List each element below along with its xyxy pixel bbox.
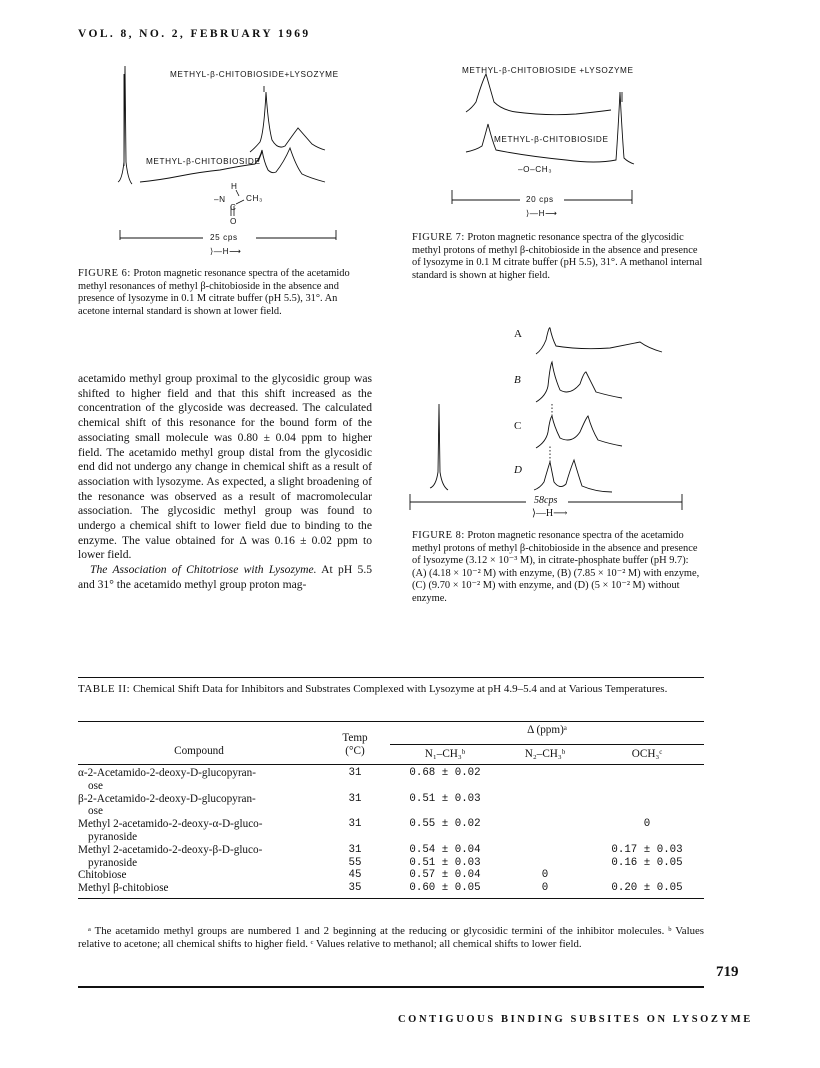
- row-4-n1-1: 0.54 ± 0.04: [409, 843, 481, 856]
- row-2-n1: 0.51 ± 0.03: [409, 792, 481, 805]
- table-row: [78, 765, 704, 780]
- row-6-n1: 0.60 ± 0.05: [409, 882, 481, 895]
- row-1-n2: [500, 765, 590, 780]
- table-head-rule-top: [78, 721, 704, 722]
- figure-7-label-bottom: METHYL-β-CHITOBIOSIDE: [494, 135, 609, 144]
- table-2-title-text: Chemical Shift Data for Inhibitors and Substrates Complexed with Lysozyme at pH 4.9–5.4 and at Various Temperatures.: [130, 683, 668, 695]
- row-3-compound: Methyl 2-acetamido-2-deoxy-α-D-gluco-: [78, 818, 263, 831]
- row-6-n2: 0: [541, 882, 549, 895]
- row-2-och3: [590, 793, 704, 806]
- figure-7-och3-label: –O–CH₃: [518, 165, 553, 174]
- row-6-compound: Methyl β-chitobiose: [78, 882, 169, 895]
- row-4-n2-2: [500, 857, 590, 870]
- figure-8-caption-text: Proton magnetic resonance spectra of the acetamido methyl protons of methyl β-chitobioside in the absence and presence of lysozyme (3.12 × 10⁻³ M), in citrate-phosphate buffer (pH 9.7): (A) (4.18 × 10⁻² M) with enzyme, (B) (7.85 × 10⁻² M) with enzyme, (C) (9.70 × 10⁻² M) with enzyme, and (D) (5 × 10⁻² M) without enzyme.: [412, 530, 700, 604]
- row-3-compound-cont: pyranoside: [88, 831, 138, 844]
- figure-7-spectra: [446, 62, 696, 230]
- row-2-compound-cont: ose: [88, 805, 103, 818]
- row-4-compound-cont: pyranoside: [88, 856, 138, 869]
- table-header-n1: N₁–CH₃ᵇ: [424, 748, 466, 761]
- figure-6-struct-c: C: [230, 203, 237, 212]
- figure-7-caption: [412, 232, 704, 282]
- row-1-n1: 0.68 ± 0.02: [409, 767, 481, 780]
- running-foot: CONTIGUOUS BINDING SUBSITES ON LYSOZYME: [398, 1014, 753, 1025]
- figure-7-scale-label: 20 cps: [526, 195, 554, 204]
- figure-8-trace-label-b: B: [514, 374, 521, 386]
- table-header-temp-2: (°C): [345, 744, 365, 757]
- row-4-n2-1: [500, 844, 590, 857]
- body-paragraph-2: [78, 563, 372, 592]
- figure-7-caption-text: Proton magnetic resonance spectra of the glycosidic methyl protons of methyl β-chitobioside in the absence and presence of lysozyme in 0.1 M citrate buffer (pH 5.5), 31°. A methanol internal standard is shown at higher field.: [412, 232, 703, 281]
- row-1-temp: 31: [348, 767, 362, 780]
- figure-6-struct-ch3: CH₃: [246, 194, 263, 203]
- figure-6-label-top: METHYL-β-CHITOBIOSIDE+LYSOZYME: [170, 70, 339, 79]
- figure-6-label-bottom: METHYL-β-CHITOBIOSIDE: [146, 157, 261, 166]
- row-2-compound: β-2-Acetamido-2-deoxy-D-glucopyran-: [78, 792, 256, 805]
- figure-6-caption-text: Proton magnetic resonance spectra of the acetamido methyl resonances of methyl β-chitobioside in the absence and presence of lysozyme in 0.1 M citrate buffer (pH 5.5), 31°. An acetone internal standard is shown at lower field.: [78, 268, 350, 317]
- row-5-n2: 0: [541, 869, 549, 882]
- table-header-delta: Δ (ppm)ᵃ: [390, 724, 704, 745]
- row-5-n1: 0.57 ± 0.04: [409, 869, 481, 882]
- table-2: [78, 724, 704, 899]
- running-head: VOL. 8, NO. 2, FEBRUARY 1969: [78, 28, 311, 40]
- table-row: [78, 882, 704, 895]
- row-5-compound: Chitobiose: [78, 869, 127, 882]
- row-4-och3-1: 0.17 ± 0.03: [611, 843, 683, 856]
- row-1-och3: [590, 765, 704, 780]
- row-5-och3: [590, 869, 704, 882]
- row-3-temp: 31: [348, 818, 362, 831]
- body-paragraph-1: acetamido methyl group proximal to the glycosidic group was shifted to higher field and that this shift increased as the concentration of the glycoside was decreased. The calculated chemical shift of this resonance for the bound form of the associating small molecule was 0.80 ± 0.04 ppm to higher field. The acetamido methyl group distal from the glycosidic end did not undergo any change in chemical shift as a result of association with lysozyme. As expected, a slight broadening of the resonance was observed as a result of macromolecular association. The glycosidic methyl group was found to undergo a chemical shift to lower field due to binding to the enzyme. The value obtained for Δ was 0.16 ± 0.02 ppm to lower field.: [78, 372, 372, 562]
- table-row: [78, 844, 704, 857]
- table-2-title: [78, 683, 704, 696]
- row-6-och3: 0.20 ± 0.05: [611, 882, 683, 895]
- row-4-n1-2: 0.51 ± 0.03: [409, 856, 481, 869]
- table-row: [78, 793, 704, 806]
- figure-8-spectra: [400, 322, 700, 522]
- table-2-footnote: ᵃ The acetamido methyl groups are numbered 1 and 2 beginning at the reducing or glycosidic termini of the inhibitor molecules. ᵇ Values relative to acetone; all chemical shifts to higher field. ᶜ Values relative to methanol; all chemical shifts to lower field.: [78, 925, 704, 951]
- row-1-compound: α-2-Acetamido-2-deoxy-D-glucopyran-: [78, 767, 256, 780]
- figure-7-label-top: METHYL-β-CHITOBIOSIDE +LYSOZYME: [462, 66, 634, 75]
- figure-6-field-arrow: ⟩—H⟶: [210, 247, 242, 256]
- figure-6-struct-n: –N: [214, 195, 226, 204]
- row-3-och3: 0: [643, 818, 651, 831]
- figure-7-field-arrow: ⟩—H⟶: [526, 209, 558, 218]
- table-header-temp-1: Temp: [342, 732, 368, 744]
- row-4-temp-2: 55: [348, 856, 362, 869]
- table-row: [78, 818, 704, 831]
- figure-8-trace-label-a: A: [514, 328, 522, 340]
- row-2-temp: 31: [348, 792, 362, 805]
- row-4-och3-2: 0.16 ± 0.05: [611, 856, 683, 869]
- table-header-compound: Compound: [174, 744, 224, 757]
- row-5-temp: 45: [348, 869, 362, 882]
- row-6-temp: 35: [348, 882, 362, 895]
- page-number: 719: [716, 964, 739, 980]
- figure-6-struct-h: H: [231, 182, 238, 191]
- table-header-n2: N₂–CH₃ᵇ: [524, 748, 566, 761]
- table-top-rule: [78, 677, 704, 678]
- figure-8-caption: [412, 530, 704, 606]
- table-row: [78, 869, 704, 882]
- table-2-label: TABLE II:: [78, 683, 131, 695]
- body-text: [78, 372, 372, 593]
- figure-8-trace-label-c: C: [514, 420, 522, 432]
- figure-7-caption-label: FIGURE 7:: [412, 232, 465, 243]
- figure-6-caption: [78, 268, 370, 318]
- table-header-och3: OCH₃ᶜ: [631, 748, 663, 761]
- figure-6-caption-label: FIGURE 6:: [78, 268, 131, 279]
- table-bottom-rule: [78, 986, 704, 988]
- row-4-temp-1: 31: [348, 843, 362, 856]
- figure-8-field-arrow: ⟩—H⟶: [532, 508, 568, 519]
- body-paragraph-2-text: At pH 5.5 and 31° the acetamido methyl group proton mag-: [78, 563, 373, 591]
- figure-6-struct-o: O: [230, 217, 237, 226]
- row-2-n2: [500, 793, 590, 806]
- figure-8: [400, 322, 700, 522]
- figure-7: [446, 62, 696, 230]
- figure-8-trace-label-d: D: [514, 464, 522, 476]
- row-3-n1: 0.55 ± 0.02: [409, 818, 481, 831]
- row-4-compound: Methyl 2-acetamido-2-deoxy-β-D-gluco-: [78, 843, 263, 856]
- figure-8-scale-label: 58cps: [534, 495, 558, 506]
- section-heading-chitotriose: The Association of Chitotriose with Lysozyme.: [90, 563, 317, 577]
- figure-6-scale-label: 25 cps: [210, 233, 238, 242]
- row-3-n2: [500, 818, 590, 831]
- row-1-compound-cont: ose: [88, 779, 103, 792]
- figure-6: [100, 62, 360, 272]
- figure-8-caption-label: FIGURE 8:: [412, 530, 465, 541]
